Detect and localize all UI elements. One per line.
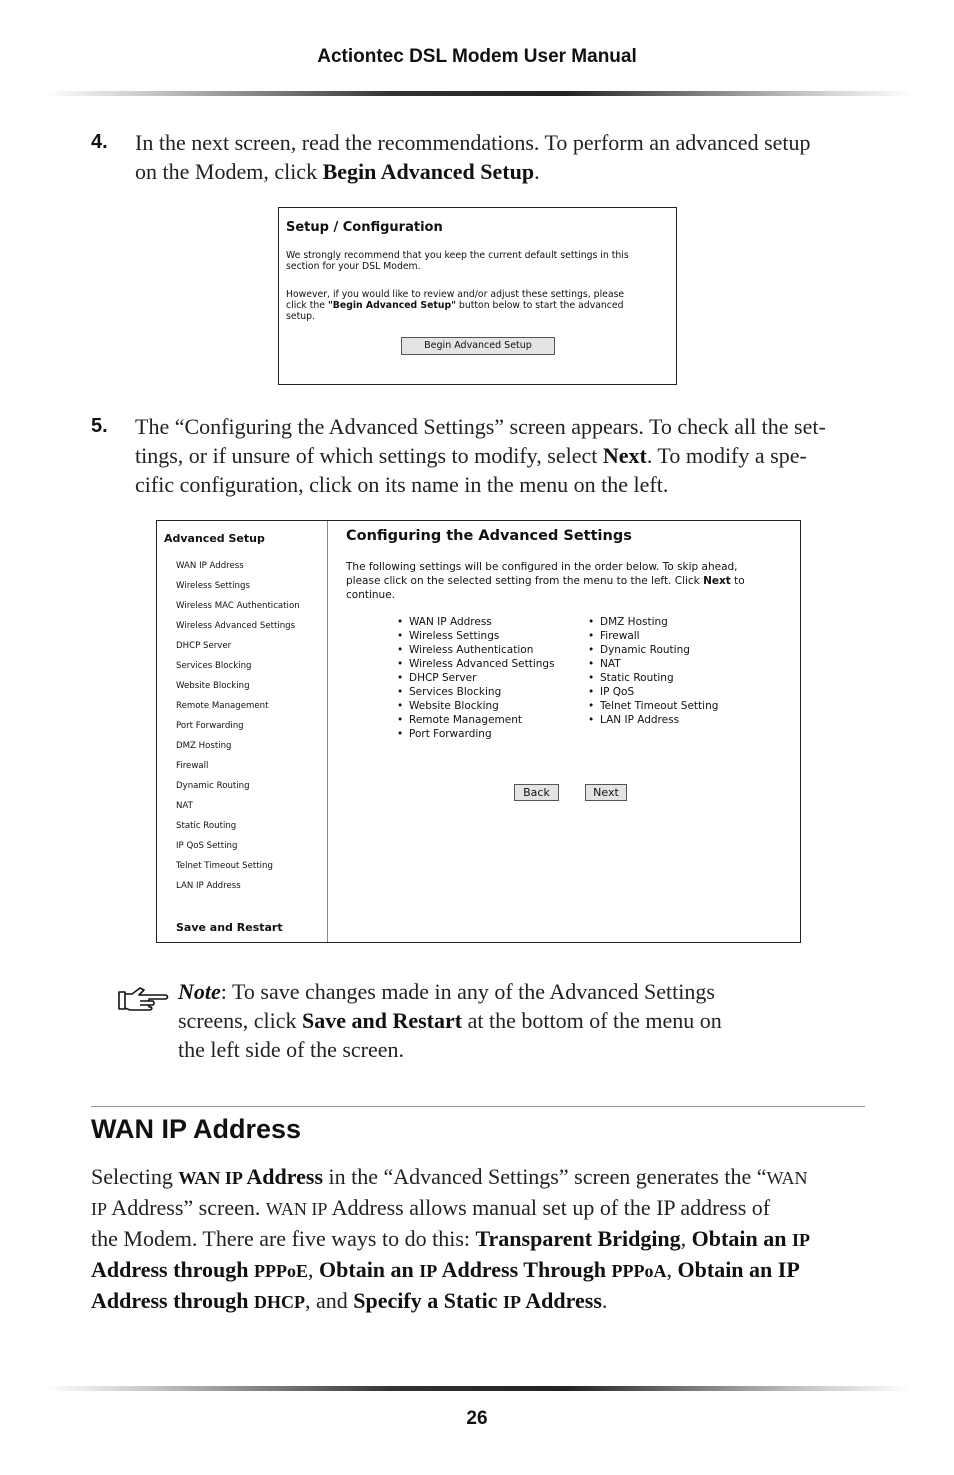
text-run: WAN xyxy=(178,1168,221,1188)
text-run: Address” screen. xyxy=(107,1195,266,1220)
settings-list-item: • NAT xyxy=(600,658,621,670)
text-run: on the Modem, click xyxy=(135,159,323,184)
text-run: screens, click xyxy=(178,1008,302,1033)
screen-title: Setup / Configuration xyxy=(286,220,443,235)
begin-advanced-setup-button[interactable]: Begin Advanced Setup xyxy=(401,337,555,355)
sidebar-item[interactable]: LAN IP Address xyxy=(176,881,241,891)
text-run: Address through xyxy=(91,1288,255,1313)
page-number: 26 xyxy=(466,1408,488,1429)
text-run: Address through xyxy=(91,1257,255,1282)
step-number: 4. xyxy=(91,131,108,153)
sidebar-item[interactable]: NAT xyxy=(176,801,193,811)
settings-list-item: • Wireless Authentication xyxy=(409,644,533,656)
sidebar-item[interactable]: IP QoS Setting xyxy=(176,841,238,851)
text-line xyxy=(178,977,798,1006)
settings-list-item: • Remote Management xyxy=(409,714,522,726)
text-line: the left side of the screen. xyxy=(178,1037,405,1062)
save-and-restart-link[interactable]: Save and Restart xyxy=(176,921,283,934)
settings-list-item: • DMZ Hosting xyxy=(600,616,668,628)
text-run: , xyxy=(680,1226,692,1251)
step4-text xyxy=(135,128,875,186)
text-line xyxy=(91,1193,881,1224)
sidebar-item[interactable]: Static Routing xyxy=(176,821,237,831)
settings-list-item: • Firewall xyxy=(600,630,640,642)
sidebar-item[interactable]: Website Blocking xyxy=(176,681,250,691)
text-run: IP xyxy=(220,1168,247,1188)
text-line xyxy=(286,300,661,311)
text-run: please click on the selected setting from the menu to the left. Click xyxy=(346,575,704,587)
text-line xyxy=(91,1255,881,1286)
text-line xyxy=(91,1162,881,1193)
text-run: Address allows manual set up of the IP address of xyxy=(327,1195,771,1220)
text-run: Specify a Static xyxy=(353,1288,503,1313)
next-ref: Next xyxy=(602,443,647,468)
text-run: Address xyxy=(520,1288,602,1313)
text-run: Transparent Bridging xyxy=(475,1226,681,1251)
sidebar-item[interactable]: Wireless Advanced Settings xyxy=(176,621,296,631)
pointing-hand-icon xyxy=(118,986,170,1012)
step5-line3: cific configuration, click on its name in the menu on the left. xyxy=(135,472,669,497)
text-run: PPPoA xyxy=(611,1261,667,1281)
settings-list-item: • Services Blocking xyxy=(409,686,501,698)
text-run: Obtain an xyxy=(691,1226,792,1251)
text-line xyxy=(346,574,796,588)
text-run: , and xyxy=(305,1288,354,1313)
sidebar-item[interactable]: Remote Management xyxy=(176,701,269,711)
text-run: DHCP xyxy=(254,1292,306,1312)
text-run: in the “Advanced Settings” screen generates the “ xyxy=(323,1164,767,1189)
settings-list-item: • IP QoS xyxy=(600,686,634,698)
sidebar-item[interactable]: Wireless MAC Authentication xyxy=(176,601,300,611)
settings-list-item: • Website Blocking xyxy=(409,700,499,712)
text-line: section for your DSL Modem. xyxy=(286,261,421,272)
sidebar-item[interactable]: Telnet Timeout Setting xyxy=(176,861,273,871)
settings-list-item: • Wireless Advanced Settings xyxy=(409,658,555,670)
text-run: , xyxy=(308,1257,320,1282)
save-and-restart-ref: Save and Restart xyxy=(302,1008,463,1033)
text-run: IP xyxy=(419,1261,438,1281)
text-run: "Begin Advanced Setup" xyxy=(327,300,456,311)
text-run: IP xyxy=(502,1292,521,1312)
text-run: WAN xyxy=(766,1168,808,1188)
settings-list-item: • WAN IP Address xyxy=(409,616,492,628)
section-heading: WAN IP Address xyxy=(91,1114,302,1144)
sidebar-item[interactable]: Services Blocking xyxy=(176,661,252,671)
text-run: Obtain an xyxy=(319,1257,420,1282)
settings-list-item: • Telnet Timeout Setting xyxy=(600,700,718,712)
text-run: IP xyxy=(91,1199,108,1219)
review-text xyxy=(286,289,661,322)
text-run: IP xyxy=(791,1230,810,1250)
intro-text xyxy=(346,560,796,602)
begin-advanced-setup-ref: Begin Advanced Setup xyxy=(322,159,535,184)
note-label: Note xyxy=(178,979,221,1004)
text-run: Selecting xyxy=(91,1164,179,1189)
text-run: : To save changes made in any of the Advanced Settings xyxy=(220,979,715,1004)
sidebar-item[interactable]: DMZ Hosting xyxy=(176,741,232,751)
text-line: The following settings will be configured in the order below. To skip ahead, xyxy=(346,561,738,573)
next-button[interactable]: Next xyxy=(585,784,627,801)
settings-list-item: • Static Routing xyxy=(600,672,674,684)
text-run: click the xyxy=(286,300,328,311)
note-text xyxy=(178,977,798,1064)
text-line xyxy=(91,1286,881,1317)
text-run: Address Through xyxy=(437,1257,612,1282)
text-line: setup. xyxy=(286,311,315,322)
text-run: the Modem. There are five ways to do this: xyxy=(91,1226,476,1251)
text-run: Obtain an IP xyxy=(677,1257,800,1282)
section-body xyxy=(91,1162,881,1317)
settings-list-item: • Port Forwarding xyxy=(409,728,492,740)
text-run: tings, or if unsure of which settings to modify, select xyxy=(135,443,603,468)
text-run: button below to start the advanced xyxy=(455,300,624,311)
sidebar-title: Advanced Setup xyxy=(164,532,265,545)
text-run: . To modify a spe- xyxy=(646,443,807,468)
step5-line1: The “Configuring the Advanced Settings” screen appears. To check all the set- xyxy=(135,414,826,439)
footer-rule xyxy=(44,1386,912,1391)
step5-line2 xyxy=(135,441,875,470)
text-run: at the bottom of the menu on xyxy=(462,1008,722,1033)
text-run: Address xyxy=(246,1164,324,1189)
sidebar-item[interactable]: Dynamic Routing xyxy=(176,781,250,791)
text-line: We strongly recommend that you keep the current default settings in this xyxy=(286,250,629,261)
text-run: Next xyxy=(703,575,731,587)
advanced-setup-sidebar xyxy=(157,521,328,942)
step5-text xyxy=(135,412,875,499)
step4-line2 xyxy=(135,157,875,186)
sidebar-item[interactable]: WAN IP Address xyxy=(176,561,244,571)
advanced-settings-screenshot xyxy=(156,520,801,943)
step4-line1: In the next screen, read the recommendations. To perform an advanced setup xyxy=(135,130,811,155)
sidebar-item[interactable]: Firewall xyxy=(176,761,209,771)
settings-list-item: • LAN IP Address xyxy=(600,714,679,726)
text-line xyxy=(178,1006,798,1035)
text-run: WAN IP xyxy=(265,1199,328,1219)
text-run: , xyxy=(666,1257,678,1282)
settings-list-item: • DHCP Server xyxy=(409,672,476,684)
text-line xyxy=(91,1224,881,1255)
sidebar-item[interactable]: Wireless Settings xyxy=(176,581,250,591)
sidebar-item[interactable]: Port Forwarding xyxy=(176,721,244,731)
text-line: continue. xyxy=(346,589,395,601)
sidebar-item[interactable]: DHCP Server xyxy=(176,641,232,651)
setup-configuration-screenshot xyxy=(278,207,677,385)
text-run: PPPoE xyxy=(254,1261,309,1281)
text-run: . xyxy=(601,1288,608,1313)
panel-title: Configuring the Advanced Settings xyxy=(346,528,632,544)
text-line: However, if you would like to review and/or adjust these settings, please xyxy=(286,289,625,300)
section-divider xyxy=(91,1106,865,1107)
back-button[interactable]: Back xyxy=(514,784,559,801)
header-rule xyxy=(44,91,912,96)
recommendation-text xyxy=(286,250,661,272)
running-header: Actiontec DSL Modem User Manual xyxy=(317,46,637,67)
settings-list-item: • Wireless Settings xyxy=(409,630,499,642)
settings-list-item: • Dynamic Routing xyxy=(600,644,690,656)
step-number: 5. xyxy=(91,415,108,437)
text-run: to xyxy=(730,575,745,587)
text-run: . xyxy=(534,159,540,184)
